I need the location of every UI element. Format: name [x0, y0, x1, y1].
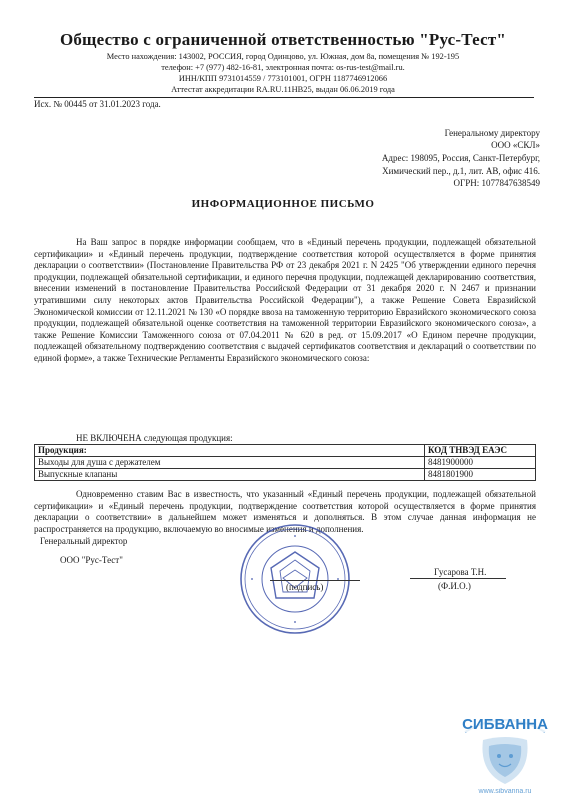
recipient-line4: Химический пер., д.1, лит. АВ, офис 416.: [382, 166, 540, 176]
company-ids: ИНН/КПП 9731014559 / 773101001, ОГРН 1187746912066: [178, 74, 388, 83]
header-divider: [34, 97, 534, 98]
sibvanna-logo: [455, 700, 555, 795]
table-header-row: [35, 445, 536, 457]
table-row: [35, 457, 536, 469]
signer-org: ООО "Рус-Тест": [60, 555, 123, 565]
product-code: 8481900000: [425, 457, 536, 469]
company-name: Общество с ограниченной ответственностью "Рус-Тест": [59, 30, 507, 49]
outgoing-number: Исх. № 00445 от 31.01.2023 года.: [34, 99, 161, 109]
table-row: [35, 469, 536, 481]
product-name: Выпускные клапаны: [35, 469, 425, 481]
products-table: [34, 444, 536, 481]
company-accreditation: Аттестат аккредитации RA.RU.11HB25, выдан 06.06.2019 года: [171, 85, 395, 94]
recipient-line3: Адрес: 198095, Россия, Санкт-Петербург,: [381, 153, 540, 163]
name-line: [410, 578, 506, 579]
body-paragraph-2: Одновременно ставим Вас в известность, что указанный «Единый перечень продукции, подлежащей обязательной сертификации» и «Единый перечень продукции, подтверждение соответствия которой осуществляется в форме принятия декларации о соответствии» в дальнейшем может изменяться и дополняться. В этом случае данная информация не распространяется на продукцию, включаемую во вносимые изменения и дополнения.: [34, 489, 536, 534]
signer-position: Генеральный директор: [40, 536, 128, 546]
body-paragraph-1: На Ваш запрос в порядке информации сообщаем, что в «Единый перечень продукции, подлежащей обязательной сертификации» и «Единый перечень продукции, подтверждение соответствия которой осуществляется в форме принятия декларации о соответствии» (Постановление Правительства РФ от 23 декабря 2021 г. N 2425 "Об утверждении единого перечня продукции, подлежащей обязательной сертификации, и единого перечня продукции, подлежащей декларированию соответствия, внесении изменений в постановление Правительства Российской Федерации от 31 декабря 2020 г. N 2467 и признании утратившими силу некоторых актов Правительства Российской Федерации"), а также Решение Совета Евразийской Экономической комиссии от 12.11.2021 № 130 «О порядке ввоза на таможенную территорию Евразийского экономического союза продукции, подлежащей обязательной оценке соответствия на таможенной территории Евразийского экономического союза», а также Решение Комиссии Таможенного союза от 07.04.2011 № 620 в ред. от 15.09.2017 «О Едином перечне продукции, подлежащей обязательному подтверждению соответствия с выдачей сертификатов соответствия и деклараций о соответствии по единой форме», а также Технические Регламенты Евразийского экономического союза:: [34, 237, 536, 363]
signature-line: [270, 580, 360, 581]
signature-caption: (подпись): [286, 582, 324, 592]
table-header-product: Продукция:: [35, 445, 425, 457]
product-name: Выходы для душа с держателем: [35, 457, 425, 469]
document-title: ИНФОРМАЦИОННОЕ ПИСЬМО: [191, 198, 375, 210]
seal-stamp-icon: [238, 522, 352, 636]
recipient-line2: ООО «СКЛ»: [491, 140, 540, 150]
not-included-label: НЕ ВКЛЮЧЕНА следующая продукция:: [76, 433, 233, 443]
fio-caption: (Ф.И.О.): [438, 581, 471, 591]
company-contacts: телефон: +7 (977) 482-16-81, электронная почта: os-rus-test@mail.ru.: [161, 63, 405, 72]
logo-url-text: www.sibvanna.ru: [478, 788, 532, 795]
table-header-code: КОД ТНВЭД ЕАЭС: [425, 445, 536, 457]
product-code: 8481801900: [425, 469, 536, 481]
company-address: Место нахождения: 143002, РОССИЯ, город Одинцово, ул. Южная, дом 8а, помещения № 192-195: [106, 52, 460, 61]
logo-brand-text: СИБВАННА: [462, 716, 548, 733]
recipient-line1: Генеральному директору: [444, 128, 540, 138]
signer-name: Гусарова Т.Н.: [434, 567, 487, 577]
recipient-line5: ОГРН: 1077847638549: [453, 178, 540, 188]
